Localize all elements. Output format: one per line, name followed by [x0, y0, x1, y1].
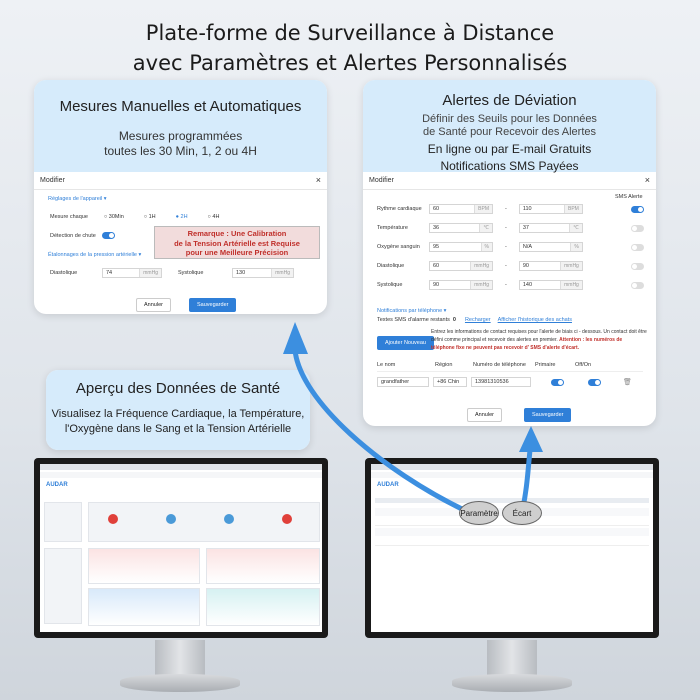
threshold-unit: mmHg — [560, 281, 582, 289]
col-region: Région — [435, 362, 453, 368]
save-button[interactable]: Sauvegarder — [524, 408, 572, 422]
systolic-label: Systolique — [178, 270, 204, 276]
threshold-unit: mmHg — [560, 262, 582, 270]
threshold-min: 60 — [433, 206, 440, 212]
arrowhead-ecart — [519, 426, 543, 452]
threshold-max: 90 — [522, 263, 529, 269]
arrowhead-parametre — [283, 322, 308, 354]
card-subtitle-2: toutes les 30 Min, 1, 2 ou 4H — [104, 144, 257, 158]
threshold-unit: BPM — [564, 205, 582, 213]
threshold-unit: mmHg — [470, 281, 492, 289]
diastolic-unit: mmHg — [139, 269, 161, 277]
threshold-min: 60 — [433, 263, 440, 269]
parametre-label: Paramètre — [459, 501, 499, 525]
option-2h[interactable]: ● 2H — [175, 214, 188, 220]
remark-line-1: Remarque : Une Calibration — [187, 229, 287, 238]
dialog-title-text: Modifier — [369, 177, 394, 184]
sms-remaining-label: Textes SMS d'alarme restants — [377, 317, 450, 323]
card-subtitle-4: Notifications SMS Payées — [440, 159, 579, 173]
recharge-link[interactable]: Recharger — [464, 317, 491, 323]
col-name: Le nom — [377, 362, 396, 368]
sms-alert-header: SMS Alerte — [615, 194, 643, 200]
card-subtitle-2: de Santé pour Recevoir des Alertes — [422, 126, 597, 138]
card-title: Alertes de Déviation — [442, 92, 577, 109]
fall-label: Détection de chute — [50, 232, 96, 239]
option-30min[interactable]: ○ 30Min — [103, 214, 124, 220]
threshold-label: Systolique — [377, 282, 403, 288]
option-1h-label: 1H — [148, 214, 156, 220]
calibration-toggle[interactable]: Étalonnages de la pression artérielle ▾ — [48, 252, 142, 258]
title-line-1: Plate-forme de Surveillance à Distance — [145, 21, 555, 45]
diastolic-value: 74 — [106, 270, 113, 276]
dialog-title-text: Modifier — [40, 177, 65, 184]
range-dash: - — [505, 282, 507, 288]
card-subtitle-2: l'Oxygène dans le Sang et la Tension Artérielle — [64, 423, 292, 435]
card-subtitle-1: Définir des Seuils pour les Données — [422, 113, 597, 125]
col-primary: Primaire — [535, 362, 556, 368]
remark-line-2: de la Tension Artérielle est Requise — [174, 238, 300, 248]
systolic-unit: mmHg — [271, 269, 293, 277]
remark-line-3: pour une Meilleure Précision — [185, 248, 289, 257]
diastolic-label: Diastolique — [50, 270, 78, 276]
contact-name: grandfather — [381, 379, 410, 385]
option-4h[interactable]: ○ 4H — [207, 214, 220, 220]
cancel-button[interactable]: Annuler — [136, 298, 171, 312]
threshold-max: 37 — [522, 225, 529, 231]
device-settings-toggle[interactable]: Réglages de l'appareil ▾ — [48, 196, 107, 202]
history-link[interactable]: Afficher l'historique des achats — [497, 317, 572, 323]
attention-text: Attention : les numéros de téléphone fixe ne peuvent pas recevoir d' SMS d'alerte d'écart. — [431, 337, 623, 351]
range-dash: - — [505, 206, 507, 212]
threshold-min: 36 — [433, 225, 440, 231]
threshold-unit: % — [481, 243, 492, 251]
card-subtitle-3: En ligne ou par E-mail Gratuits — [427, 142, 592, 156]
threshold-max: 140 — [522, 282, 533, 288]
option-4h-label: 4H — [212, 214, 220, 220]
threshold-min: 95 — [433, 244, 440, 250]
option-30min-label: 30Min — [108, 214, 124, 220]
option-2h-label: 2H — [180, 214, 188, 220]
col-onoff: Off/On — [575, 362, 592, 368]
title-line-2: avec Paramètres et Alertes Personnalisés — [132, 51, 568, 75]
info-text: Entrez les informations de contact requises pour l'alerte de biais ci - dessous. Un contact doit être défini comme principal et recevoir des alertes en premier. — [431, 329, 647, 343]
sms-count: 0 — [452, 317, 456, 323]
threshold-max: 110 — [522, 206, 532, 212]
threshold-label: Température — [377, 225, 408, 231]
range-dash: - — [505, 225, 507, 231]
save-button[interactable]: Sauvegarder — [189, 298, 237, 312]
threshold-unit: ℃ — [479, 224, 492, 232]
arrow-parametre — [295, 350, 468, 512]
range-dash: - — [505, 244, 507, 250]
threshold-unit: ℃ — [569, 224, 582, 232]
card-subtitle-1: Mesures programmées — [118, 129, 243, 143]
threshold-unit: BPM — [474, 205, 492, 213]
card-title: Mesures Manuelles et Automatiques — [59, 98, 302, 115]
contact-region: +86 Chin — [437, 379, 460, 385]
ecart-label: Écart — [502, 501, 542, 525]
card-title: Aperçu des Données de Santé — [75, 380, 281, 397]
threshold-label: Oxygène sanguin — [377, 244, 420, 250]
threshold-unit: % — [570, 243, 581, 251]
systolic-value: 130 — [236, 270, 246, 276]
option-1h[interactable]: ○ 1H — [143, 214, 156, 220]
threshold-max: N/A — [522, 244, 533, 250]
threshold-label: Rythme cardiaque — [377, 206, 422, 212]
measure-label: Mesure chaque — [50, 214, 88, 220]
phone-notifications-toggle[interactable]: Notifications par téléphone ▾ — [377, 308, 447, 314]
col-phone: Numéro de téléphone — [473, 362, 526, 368]
cancel-button[interactable]: Annuler — [467, 408, 502, 422]
trash-icon[interactable]: 🗑 — [623, 379, 632, 386]
add-contact-button[interactable]: Ajouter Nouveau — [377, 336, 434, 350]
range-dash: - — [505, 263, 507, 269]
brand-logo: AUDAR — [46, 482, 68, 488]
threshold-unit: mmHg — [470, 262, 492, 270]
contact-phone: 13981310536 — [475, 379, 509, 385]
close-icon[interactable]: × — [644, 175, 650, 185]
threshold-label: Diastolique — [377, 263, 405, 269]
card-subtitle-1: Visualisez la Fréquence Cardiaque, la Température, — [51, 408, 305, 420]
threshold-min: 90 — [433, 282, 440, 288]
close-icon[interactable]: × — [315, 175, 321, 185]
brand-logo: AUDAR — [377, 482, 399, 488]
